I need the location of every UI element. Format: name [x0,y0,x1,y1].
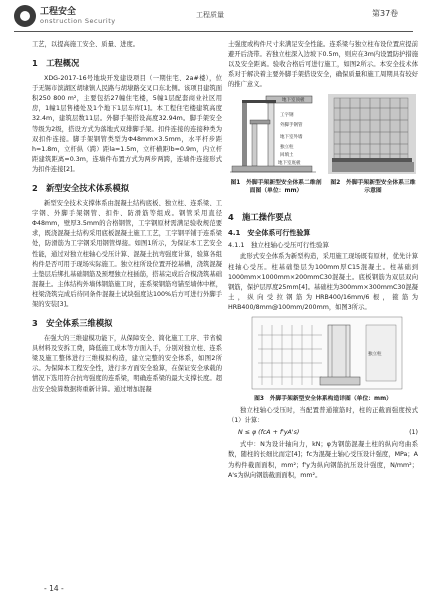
header-rule [14,31,413,32]
section-1-heading: 1 工程概况 [32,58,80,69]
section-4-heading: 4 施工操作要点 [228,212,292,223]
fig3-label-column: 独立柱 [368,352,382,358]
fig1-label-column: 独立柱 [280,145,294,151]
formula-explanation: 式中：N为设计轴向力，kN；φ为钢筋混凝土柱的纵向弯曲系数，随柱的长细比而定[4]；fc为混凝土轴心受压设计强度，MPa；A为构件截面面积，mm²；f'y为纵向钢筋抗压设计强度，N/mm²；A's为纵向钢筋截面面积，mm²。 [228,441,418,479]
fig1-label-wall: 地下室外墙 [280,135,303,141]
section-3-heading: 3 安全体系三维模拟 [32,318,113,329]
column-name: 工程质量 [196,11,224,19]
section-2-body: 新型安全技术支撑体系由混凝土结构底板、独立柱、连系梁、工字钢、外脚手架钢管、扣件、防滑筋等组成。钢管采用直径Φ48mm，壁厚3.5mm的合格钢管，工字钢原材需满足验收规范要求，既浇混凝土结构采用底板混凝土施工工艺，工字钢平铺于连系梁处，防滑筋为工字钢采用钢管焊接。如图1所示，为保证本工艺安全性能，通过对独立柱轴心受压计算、混凝土抗弯强度计算，验算各组构件是否可用于现场实际施工。独立柱所设位置开挖基槽，浇筑混凝土垫层后绑扎基础钢筋及预埋独立柱插筋，搭基完成后合模浇筑基础混凝土。主体结构外墙体钢筋施工时，连系梁钢筋弯锚至墙体中框，柱梁浇筑完成后待同条件混凝土试块强度达100%后方可进行外脚手架的安装[3]。 [32,200,222,308]
fig1-label-steel: 工字钢 [280,113,294,119]
section-4-1-1-body: 此形式安全体系为新型构造，采用施工现场既有原材，优先计算柱轴心受压。柱基础垫层为100mm厚C15混凝土。柱基础到1000mm×1000mm×200mmC30混凝土。底板钢筋为双层双向钢筋，保护层厚度25mm[4]。基础柱为300mm×300mmC30混凝土，纵向受拉钢筋为HRB400/16mm/6根，箍筋为HRB400/8mm@100mm/200mm，如图3所示。 [228,253,418,311]
formula-1 [228,428,418,438]
intro-tail: 工艺，以提高施工安全、质量、进度。 [32,41,140,48]
figure-2-caption: 图2 外脚手架新型安全体系三维示意图 [330,180,416,195]
formula-1-number: (1) [409,429,418,437]
right-column [228,40,418,482]
journal-logo-icon [14,5,36,27]
journal-name-en: onstruction Security [40,17,116,25]
left-column [32,40,222,396]
section-2-heading: 2 新型安全技术体系模拟 [32,183,130,194]
figure-3-drawing [228,315,418,393]
figure-1-drawing [230,96,316,172]
page-header [0,0,427,32]
fig1-label-pipe: 外脚手钢管 [280,123,303,129]
figure-1-2-drawings [228,92,418,178]
section-4-1-heading: 4.1 安全体系可行性验算 [228,229,311,238]
formula-1-expression: N ≤ φ (fcA + f'yA's) [238,429,300,437]
page-number: - 14 - [44,584,64,593]
fig1-label-base: 地下室底板 [278,161,301,167]
fig1-label-top: 地下室顶板 [282,98,305,104]
figure-2-drawing [328,94,416,174]
volume-number: 第37卷 [372,9,399,18]
section-3-continued: 土强度或构件尺寸来满足安全性能。连系梁与独立柱布设位置应提前避开后浇带。若独立柱深入边坡下0.5m，则应在3m内设置防护措施以及安全距离。验收合格后可进行施工，如图2所示。本安全技术体系对于解决着主要外脚手架搭设安全，确保质量和施工周期具有较好的推广意义。 [228,41,419,89]
formula-intro: 独立柱轴心受压时，当配置普通箍筋时，柱的正截面强度按式（1）计算： [228,407,418,425]
section-4-1-1-heading: 4.1.1 独立柱轴心受压可行性验算 [228,241,330,250]
figure-3 [228,315,418,405]
figure-1-caption: 图1 外脚手架新型安全体系二维剖面图（单位：mm） [230,180,322,195]
figures-1-2 [228,92,418,204]
figure-3-caption: 图3 外脚手架新型安全体系构造详图（单位：mm） [254,396,392,403]
journal-name: 工程安全 [40,7,77,17]
fig1-label-fill: 回填土 [280,153,294,159]
section-1-body: XDG-2017-16号地块开发建设项目（一期住宅、2a#楼），位于无锡市滨湖区胡埭镇人民路与胡埭路交叉口东北侧。该项目建筑面积250 800 m²，主要包括27幢住宅楼，5幢1层配套商业社区用房，1幢1层售楼处及1个地下1层车库[1]。本工程住宅楼建筑高度32.4m，建筑层数11层。外脚手架搭设高度32.94m。脚手架安全等级为2级，搭设方式为落地式双排脚手架。扣件连接的连接种类为双扣件连接。脚手架钢管类型为Φ48mm×3.5mm，水平杆步距h=1.8m，立杆纵（跨）距la=1.5m，立杆横距lb=0.9m，内立杆距建筑距离=0.3m，连墙件布置方式为两步两跨，连墙件连接形式为扣件连接[2]。 [32,75,222,173]
section-3-body: 在强大的三维建模功能下，从保障安全、简化施工工序、节省模具材料及安拆工费，降低施工成本等方面入手，分别对独立柱、连系梁及施工整体进行三维模拟构造，建立完整的安全体系，如图2所示。为保障本工程安全性，进行多方面安全验算，在保证安全承载的情况下选用符合抗弯强度的连系梁，明确连系梁的最大支撑长度。超出安全验算数据将重新计算。通过增加混凝 [32,335,222,393]
